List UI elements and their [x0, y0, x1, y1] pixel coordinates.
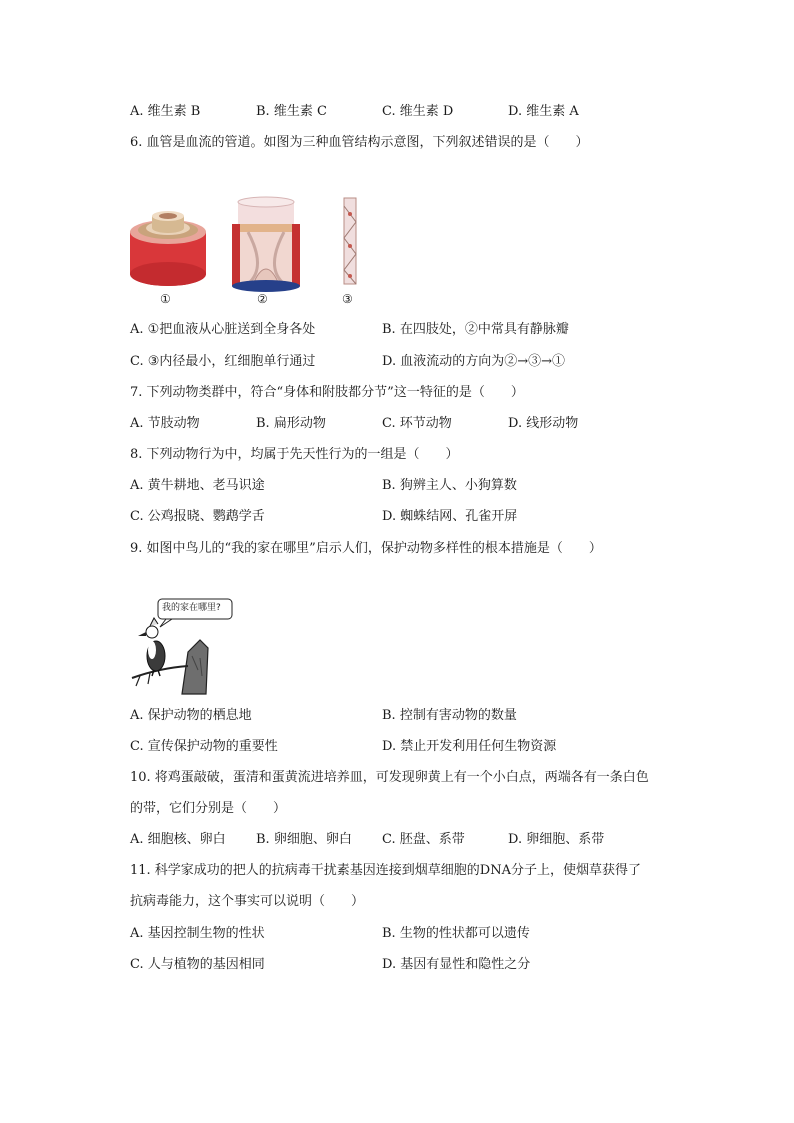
q9-option-a: A. 保护动物的栖息地 — [130, 708, 252, 723]
q11-option-b: B. 生物的性状都可以遗传 — [382, 926, 530, 941]
q8-option-c: C. 公鸡报晓、鹦鹉学舌 — [130, 509, 265, 524]
q11-stem-line2: 抗病毒能力，这个事实可以说明（ ） — [130, 894, 365, 909]
q8-option-b: B. 狗辨主人、小狗算数 — [382, 478, 517, 493]
speech-bubble-text: 我的家在哪里? — [162, 603, 221, 613]
q6-option-c: C. ③内径最小，红细胞单行通过 — [130, 354, 316, 369]
q11-option-a: A. 基因控制生物的性状 — [130, 926, 265, 941]
q7-stem: 7. 下列动物类群中，符合“身体和附肢都分节”这一特征的是（ ） — [130, 385, 524, 400]
q10-stem-line1: 10. 将鸡蛋敲破，蛋清和蛋黄流进培养皿，可发现卵黄上有一个小白点，两端各有一条白色 — [130, 770, 649, 785]
q10-option-b: B. 卵细胞、卵白 — [256, 832, 352, 847]
q9-option-b: B. 控制有害动物的数量 — [382, 708, 517, 723]
q10-option-d: D. 卵细胞、系带 — [508, 832, 605, 847]
q5-option-b: B. 维生素 C — [256, 104, 327, 119]
vein-image — [232, 197, 300, 292]
q9-stem: 9. 如图中鸟儿的“我的家在哪里”启示人们，保护动物多样性的根本措施是（ ） — [130, 541, 602, 556]
q6-option-b: B. 在四肢处，②中常具有静脉瓣 — [382, 322, 569, 337]
artery-image — [130, 211, 206, 286]
q8-option-a: A. 黄牛耕地、老马识途 — [130, 478, 265, 493]
q11-option-c: C. 人与植物的基因相同 — [130, 957, 265, 972]
q7-option-c: C. 环节动物 — [382, 416, 452, 431]
q5-option-a: A. 维生素 B — [130, 104, 201, 119]
q6-stem: 6. 血管是血流的管道。如图为三种血管结构示意图，下列叙述错误的是（ ） — [130, 135, 589, 150]
q6-option-a: A. ①把血液从心脏送到全身各处 — [130, 322, 316, 337]
q10-stem-line2: 的带，它们分别是（ ） — [130, 801, 287, 816]
q7-option-b: B. 扁形动物 — [256, 416, 326, 431]
q8-option-d: D. 蜘蛛结网、孔雀开屏 — [382, 509, 518, 524]
figure-label-1: ① — [160, 292, 171, 306]
capillary-image — [344, 198, 356, 284]
q9-option-d: D. 禁止开发利用任何生物资源 — [382, 739, 557, 754]
q5-option-c: C. 维生素 D — [382, 104, 454, 119]
q11-option-d: D. 基因有显性和隐性之分 — [382, 957, 531, 972]
q7-option-d: D. 线形动物 — [508, 416, 579, 431]
q8-stem: 8. 下列动物行为中，均属于先天性行为的一组是（ ） — [130, 447, 459, 462]
q10-option-a: A. 细胞核、卵白 — [130, 832, 226, 847]
q5-option-d: D. 维生素 A — [508, 104, 579, 119]
figure-label-3: ③ — [342, 292, 353, 306]
figure-label-2: ② — [257, 292, 268, 306]
q7-option-a: A. 节肢动物 — [130, 416, 200, 431]
q10-option-c: C. 胚盘、系带 — [382, 832, 465, 847]
q6-option-d: D. 血液流动的方向为②→③→① — [382, 354, 566, 369]
q9-option-c: C. 宣传保护动物的重要性 — [130, 739, 278, 754]
q11-stem-line1: 11. 科学家成功的把人的抗病毒干扰素基因连接到烟草细胞的DNA分子上，使烟草获得了 — [130, 863, 641, 878]
